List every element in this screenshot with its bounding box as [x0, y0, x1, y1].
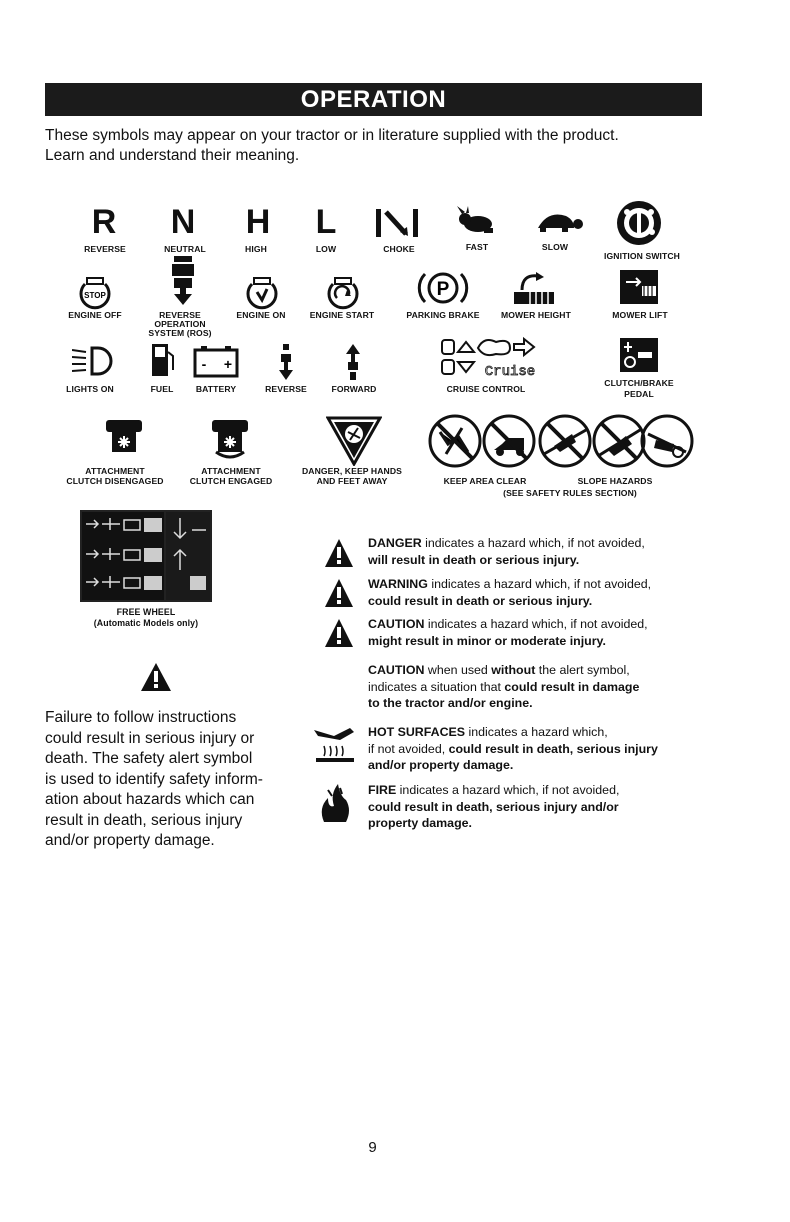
caution2-text-1: the alert symbol,	[535, 663, 630, 677]
ros-label-2: OPERATION	[154, 319, 206, 329]
cruise-control-label: CRUISE CONTROL	[446, 384, 526, 394]
caution-word: CAUTION	[368, 617, 425, 631]
reverse-label: REVERSE	[84, 244, 126, 254]
attachment-disengaged-icon	[106, 420, 142, 452]
attachment-engaged-label-2: CLUTCH ENGAGED	[189, 476, 273, 486]
mower-lift-icon	[620, 270, 658, 304]
caution2-text-2a: indicates a situation that	[368, 679, 505, 694]
caution2-text-2b: could result in damage	[504, 679, 640, 694]
warning-text-2: could result in death or serious injury.	[368, 593, 593, 608]
reverse-arrow-label: REVERSE	[265, 384, 307, 394]
warning-text-1: indicates a hazard which, if not avoided,	[427, 577, 652, 591]
forward-arrow-label: FORWARD	[331, 384, 377, 394]
cruise-icon-text: Cruise	[484, 364, 536, 380]
engine-off-icon	[77, 274, 113, 310]
slope-hazards-label: SLOPE HAZARDS	[577, 476, 653, 486]
caution-no-symbol-definition	[368, 662, 698, 712]
caution-text-1: indicates a hazard which, if not avoided,	[424, 617, 648, 631]
danger-alert-icon	[324, 538, 354, 568]
intro-text	[45, 126, 735, 166]
danger-text-2: will result in death or serious injury.	[368, 552, 580, 567]
cruise-control-icon	[440, 334, 556, 380]
page-title: OPERATION	[300, 86, 447, 113]
danger-hands-icon	[326, 416, 382, 466]
slow-label: SLOW	[541, 242, 569, 252]
caution2-text-3: to the tractor and/or engine.	[368, 696, 533, 710]
intro-line-1: These symbols may appear on your tractor or in literature supplied with the product.	[45, 127, 619, 144]
warning-word: WARNING	[368, 577, 428, 591]
neutral-label: NEUTRAL	[164, 244, 206, 254]
danger-definition	[368, 535, 698, 568]
battery-icon	[193, 346, 239, 378]
danger-hands-label-1: DANGER, KEEP HANDS	[301, 466, 402, 476]
caution2-word: CAUTION	[368, 663, 425, 677]
intro-line-2: Learn and understand their meaning.	[45, 147, 300, 164]
ignition-switch-label: IGNITION SWITCH	[604, 251, 680, 261]
free-wheel-icon	[80, 510, 212, 602]
fuel-icon	[150, 342, 176, 378]
low-label: LOW	[315, 244, 337, 254]
fire-word: FIRE	[368, 783, 397, 797]
slope-hazard-icon	[538, 414, 694, 468]
parking-brake-icon-text: P	[436, 279, 450, 300]
hot-surfaces-definition	[368, 724, 708, 774]
high-letter: H	[245, 203, 271, 241]
attachment-disengaged-label-2: CLUTCH DISENGAGED	[66, 476, 164, 486]
left-line: is used to identify safety inform-	[45, 770, 263, 788]
warning-definition	[368, 576, 698, 609]
left-line: and/or property damage.	[45, 832, 215, 849]
mower-lift-label: MOWER LIFT	[612, 310, 668, 320]
turtle-icon	[530, 210, 584, 234]
hot-text-1: indicates a hazard which,	[465, 725, 608, 739]
page-number: 9	[368, 1139, 377, 1156]
fire-definition	[368, 782, 698, 832]
clutch-brake-label-2: PEDAL	[624, 389, 654, 399]
high-label: HIGH	[245, 244, 267, 254]
fire-text-2: could result in death, serious injury and/or	[368, 799, 619, 814]
fire-text-3: property damage.	[368, 816, 472, 830]
operation-banner	[45, 83, 702, 116]
ros-label-1: REVERSE	[159, 310, 201, 320]
safety-alert-paragraph	[45, 708, 290, 852]
free-wheel-sublabel: (Automatic Models only)	[93, 618, 199, 628]
fast-label: FAST	[465, 242, 489, 252]
mower-height-label: MOWER HEIGHT	[501, 310, 571, 320]
free-wheel-label: FREE WHEEL	[116, 607, 176, 617]
caution2-mid: when used	[424, 663, 492, 677]
engine-on-label: ENGINE ON	[236, 310, 286, 320]
engine-off-label: ENGINE OFF	[68, 310, 122, 320]
reverse-letter: R	[91, 203, 117, 241]
hot-text-2a: if not avoided,	[368, 741, 449, 756]
attachment-engaged-label-1: ATTACHMENT	[201, 466, 261, 476]
ignition-switch-icon	[616, 200, 662, 246]
hot-word: HOT SURFACES	[368, 725, 466, 739]
left-line: could result in serious injury or	[45, 729, 255, 747]
safety-alert-icon	[140, 662, 172, 692]
keep-area-clear-label: KEEP AREA CLEAR	[443, 476, 527, 486]
engine-start-icon	[325, 274, 361, 310]
left-line: death. The safety alert symbol	[45, 750, 253, 767]
rabbit-icon	[454, 206, 498, 236]
caution-definition	[368, 616, 698, 649]
fire-text-1: indicates a hazard which, if not avoided,	[396, 783, 620, 797]
danger-text-1: indicates a hazard which, if not avoided,	[421, 536, 645, 550]
caution2-without: without	[491, 663, 536, 677]
danger-word: DANGER	[368, 536, 422, 550]
low-letter: L	[315, 203, 337, 241]
danger-hands-label-2: AND FEET AWAY	[316, 476, 388, 486]
forward-arrow-icon	[344, 342, 362, 382]
attachment-disengaged-label-1: ATTACHMENT	[85, 466, 145, 476]
engine-off-icon-text: STOP	[84, 291, 106, 300]
battery-label: BATTERY	[195, 384, 237, 394]
lights-on-icon	[72, 344, 114, 378]
lights-on-label: LIGHTS ON	[66, 384, 114, 394]
fuel-label: FUEL	[150, 384, 174, 394]
caution-alert-icon	[324, 618, 354, 648]
warning-alert-icon	[324, 578, 354, 608]
reverse-arrow-icon	[277, 342, 295, 382]
ros-icon	[168, 254, 198, 306]
clutch-brake-label-1: CLUTCH/BRAKE	[604, 378, 674, 388]
ros-label-3: SYSTEM (ROS)	[148, 328, 212, 338]
left-line: ation about hazards which can	[45, 791, 255, 808]
hot-text-3: and/or property damage.	[368, 758, 514, 772]
battery-minus: -	[201, 356, 207, 372]
hot-surface-icon	[310, 724, 360, 764]
attachment-engaged-icon	[212, 420, 248, 460]
left-line: result in death, serious injury	[45, 811, 243, 829]
see-safety-rules: (SEE SAFETY RULES SECTION)	[503, 488, 637, 498]
choke-icon	[370, 206, 424, 240]
engine-on-icon	[244, 274, 280, 310]
parking-brake-label: PARKING BRAKE	[406, 310, 480, 320]
neutral-letter: N	[170, 203, 196, 241]
hot-text-2b: could result in death, serious injury	[448, 741, 658, 756]
parking-brake-icon	[417, 268, 469, 308]
choke-label: CHOKE	[383, 244, 415, 254]
mower-height-icon	[508, 270, 558, 306]
caution-text-2: might result in minor or moderate injury.	[368, 633, 606, 648]
left-line: Failure to follow instructions	[45, 709, 237, 726]
battery-plus: +	[223, 356, 233, 372]
fire-icon	[318, 782, 352, 824]
engine-start-label: ENGINE START	[309, 310, 375, 320]
clutch-brake-icon	[620, 338, 658, 372]
